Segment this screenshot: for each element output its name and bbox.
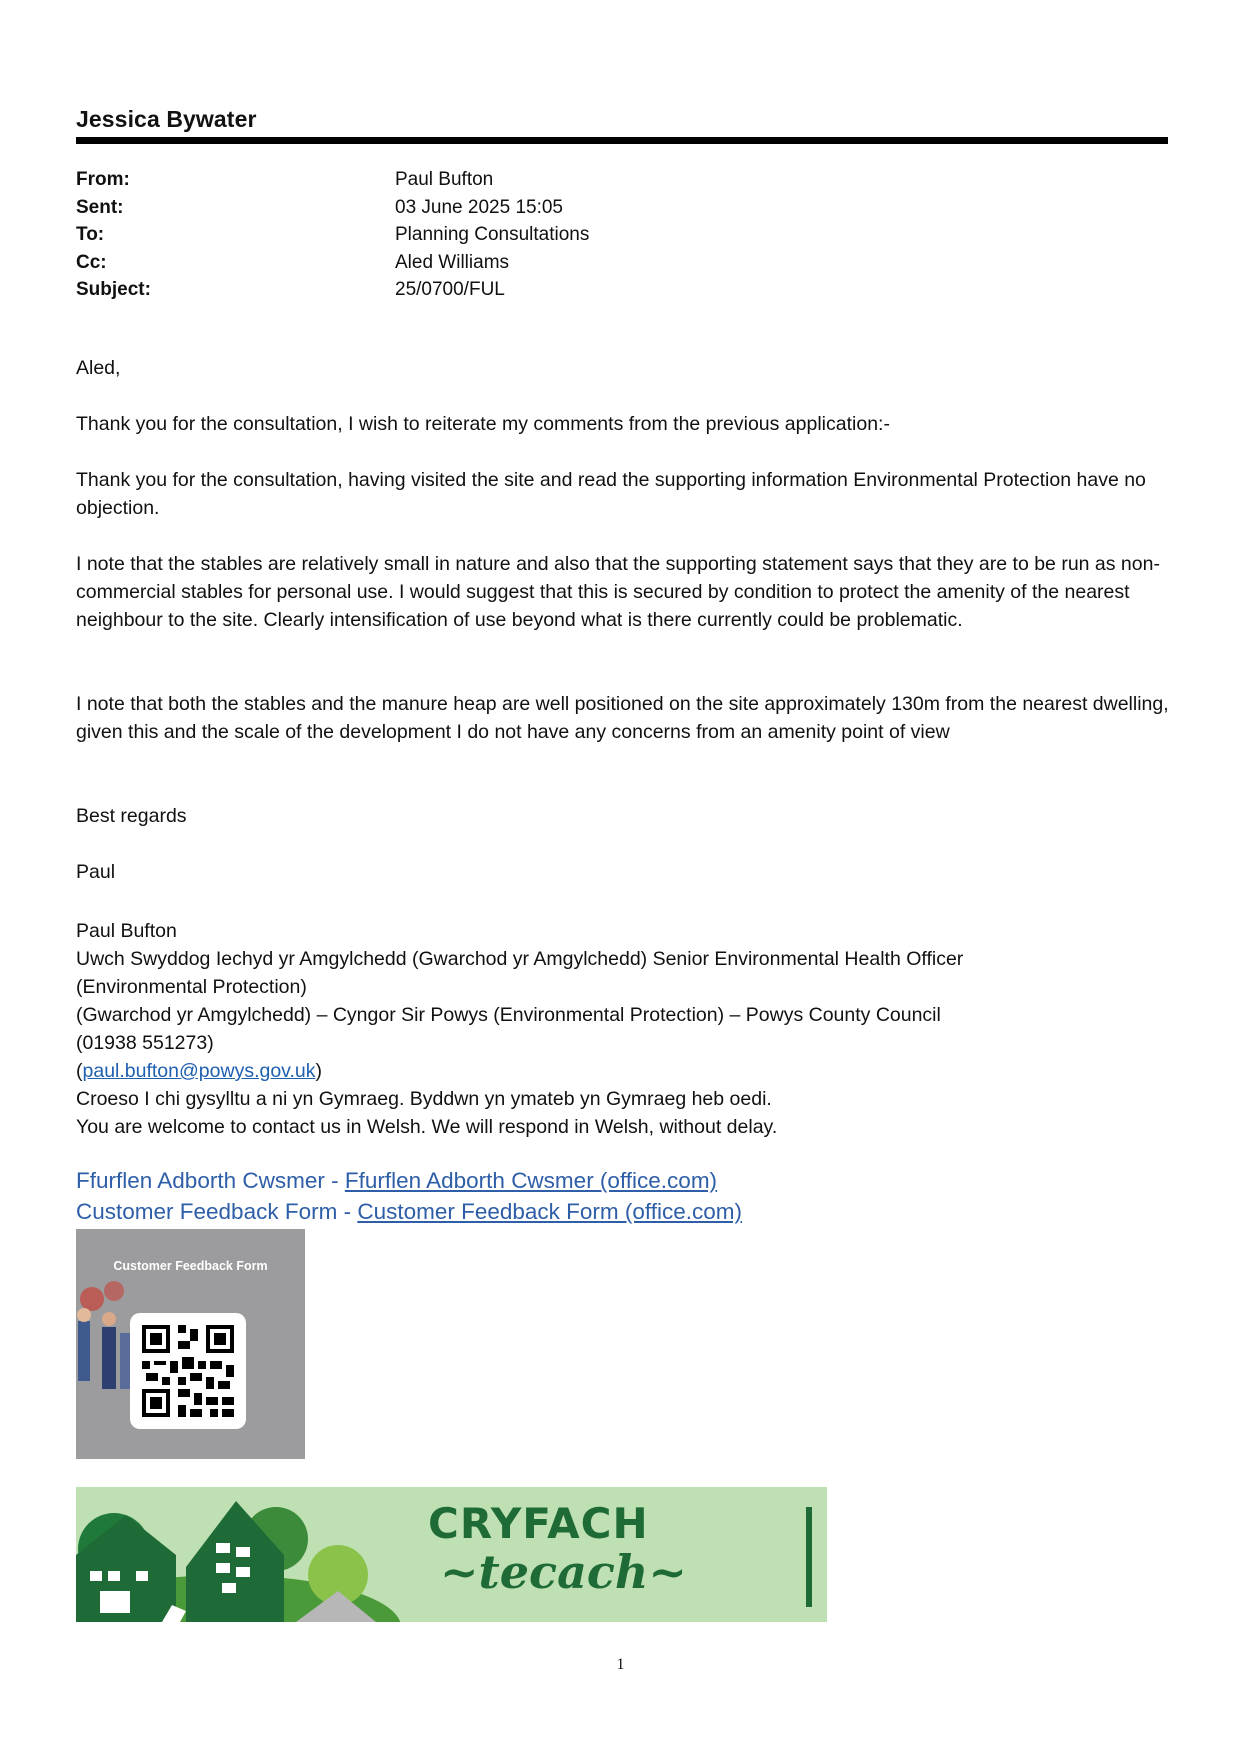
- welsh-feedback-link[interactable]: Ffurflen Adborth Cwsmer (office.com): [344, 1168, 718, 1193]
- greeting: Aled,: [76, 357, 121, 379]
- document-owner-name: Jessica Bywater: [76, 106, 257, 132]
- cc-value: Aled Williams: [395, 251, 510, 273]
- signature-title-line-2: (Environmental Protection): [76, 976, 307, 998]
- to-value: Planning Consultations: [395, 224, 590, 245]
- from-label: From:: [76, 169, 130, 190]
- banner-subtitle: ~tecach~: [440, 1545, 687, 1599]
- sent-label: Sent:: [76, 196, 124, 218]
- subject-label: Subject:: [76, 279, 151, 300]
- qr-code-icon: [130, 1313, 246, 1429]
- signature-name: Paul Bufton: [76, 920, 177, 942]
- signature-department: (Gwarchod yr Amgylchedd) – Cyngor Sir Powys (Environmental Protection) – Powys County Council: [76, 1004, 941, 1026]
- signoff: Paul: [76, 861, 116, 883]
- body-paragraph-3: I note that the stables are relatively small in nature and also that the supporting statement says that they are to be run as non-commercial stables for personal use. I would suggest that this is secured by condition to protect the amenity of the nearest neighbour to the site. Clearly intensification of use beyond what is there currently could be problematic.: [76, 553, 1160, 631]
- from-value: Paul Bufton: [395, 169, 494, 190]
- from-row: [76, 166, 976, 194]
- banner-divider: [806, 1507, 812, 1607]
- subject-value: 25/0700/FUL: [395, 279, 505, 300]
- cryfach-tecach-banner: [76, 1487, 827, 1622]
- email-header: [76, 166, 976, 304]
- closing: Best regards: [76, 805, 187, 827]
- email-close-paren: ): [315, 1060, 322, 1082]
- body-paragraph-4: I note that both the stables and the manure heap are well positioned on the site approximately 130m from the nearest dwelling, given this and the scale of the development I do not have any concerns from an amenity point of view: [76, 693, 1169, 743]
- signature-block: [76, 917, 1176, 1141]
- to-row: [76, 221, 976, 249]
- sent-value: 03 June 2025 15:05: [395, 196, 563, 218]
- body-paragraph-1: Thank you for the consultation, I wish to reiterate my comments from the previous application:-: [76, 413, 890, 435]
- body-paragraph-2: Thank you for the consultation, having visited the site and read the supporting information Environmental Protection have no objection.: [76, 469, 1146, 519]
- english-language-line: You are welcome to contact us in Welsh. We will respond in Welsh, without delay.: [76, 1116, 778, 1138]
- signature-phone: (01938 551273): [76, 1032, 214, 1054]
- welsh-language-line: Croeso I chi gysylltu a ni yn Gymraeg. Byddwn yn ymateb yn Gymraeg heb oedi.: [76, 1088, 772, 1110]
- cc-label: Cc:: [76, 251, 107, 273]
- welsh-feedback-line: [76, 1168, 717, 1194]
- signature-email-line: [76, 1057, 1176, 1085]
- cc-row: [76, 249, 976, 277]
- header-rule: [76, 137, 1168, 144]
- signature-title-line-1: Uwch Swyddog Iechyd yr Amgylchedd (Gwarchod yr Amgylchedd) Senior Environmental Health Officer: [76, 948, 964, 970]
- english-feedback-link[interactable]: Customer Feedback Form (office.com): [357, 1199, 743, 1224]
- qr-card-title: Customer Feedback Form: [113, 1259, 268, 1273]
- sent-row: [76, 194, 976, 222]
- feedback-qr-card[interactable]: [76, 1229, 305, 1459]
- banner-title: CRYFACH: [428, 1499, 649, 1548]
- subject-row: [76, 276, 976, 304]
- to-label: To:: [76, 224, 105, 245]
- welsh-feedback-label: Ffurflen Adborth Cwsmer -: [76, 1168, 345, 1193]
- english-feedback-line: [76, 1199, 742, 1225]
- page-number: 1: [616, 1656, 625, 1673]
- email-link[interactable]: paul.bufton@powys.gov.uk: [82, 1060, 316, 1082]
- english-feedback-label: Customer Feedback Form -: [76, 1199, 358, 1224]
- qr-code[interactable]: [130, 1313, 246, 1429]
- email-open-paren: (: [76, 1060, 83, 1082]
